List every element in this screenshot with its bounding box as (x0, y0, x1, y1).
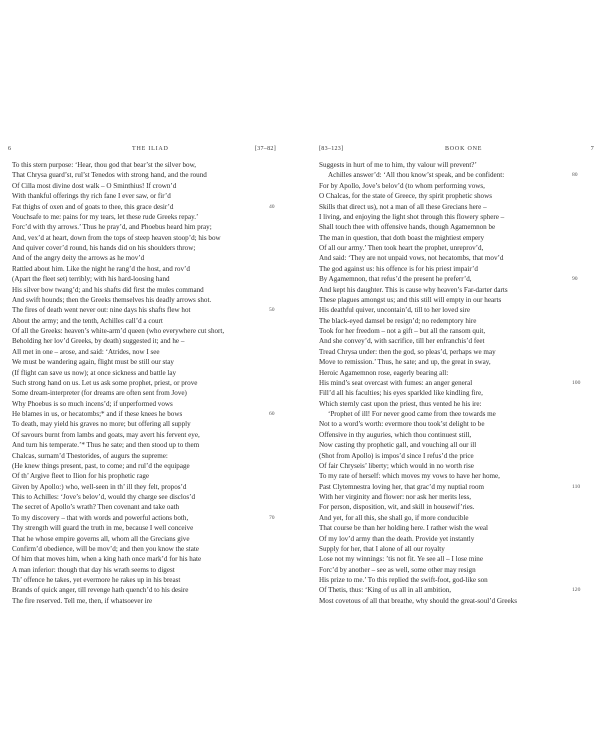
verse-line (319, 191, 594, 201)
verse-line (6, 285, 288, 295)
verse-line-text: To my rate of herself: which moves my vows to have her home, (319, 472, 500, 481)
verse-line-text: Of fair Chryseis’ liberty; which would in no worth rise (319, 461, 474, 470)
verse-line (6, 409, 288, 419)
verse-line-text: Forc’d with thy arrows.’ Thus he pray’d, and Phoebus heard him pray; (12, 223, 212, 232)
verse-line-text: With her virginity and flower: nor ask her merits less, (319, 493, 472, 501)
verse-line (319, 419, 594, 429)
verse-line (6, 440, 288, 450)
verse-line-text: Suggests in hurt of me to him, thy valour will prevent?’ (319, 161, 477, 169)
verse-line-text: His silver bow twang’d; and his shafts did first the mules command (12, 285, 204, 294)
line-number: 90 (572, 276, 578, 283)
verse-line-text: And of the angry deity the arrows as he mov’d (12, 254, 145, 263)
verse-line-text: He blames in us, or hecatombs;* and if these knees he bows (12, 410, 183, 418)
verse-line (319, 440, 594, 450)
verse-line (6, 336, 288, 346)
verse-line-text: Achilles answer’d: ‘All thou know’st speak, and be confident: (328, 171, 505, 180)
verse-line (319, 170, 594, 180)
verse-line-text: Of my lov’d army than the death. Provide yet instantly (319, 534, 475, 543)
verse-line-text: Forc’d by another – see as well, some other may resign (319, 565, 476, 574)
verse-line-text: And, vex’d at heart, down from the tops of steep heaven stoop’d; his bow (12, 233, 221, 242)
verse-line (6, 253, 288, 263)
verse-line-text: Offensive in thy auguries, which thou continuest still, (319, 430, 472, 439)
verse-line-text: Vouchsafe to me: pains for my tears, let these rude Greeks repay.’ (12, 212, 199, 221)
verse-line-text: Of him that moves him, when a king hath once mark’d for his hate (12, 555, 202, 564)
verse-line (6, 399, 288, 409)
verse-line-text: A man inferior: though that day his wrath seems to digest (12, 565, 175, 574)
left-page (6, 146, 288, 606)
line-number: 50 (269, 307, 275, 314)
verse-line-text: And said: ‘They are not unpaid vows, not hecatombs, that mov’d (319, 254, 504, 263)
verse-line-text: Of Cilla most divine dost walk – O Sminthius! If crown’d (12, 181, 177, 190)
verse-line (319, 326, 594, 336)
verse-line (319, 430, 594, 440)
verse-line-text: And kept his daughter. This is cause why heaven’s Far-darter darts (319, 285, 508, 294)
verse-line (319, 585, 594, 595)
verse-line-text: Brands of quick anger, till revenge hath quench’d to his desire (12, 586, 189, 595)
running-title: BOOK ONE (445, 146, 483, 152)
verse-line (6, 388, 288, 398)
verse-line (6, 544, 288, 554)
verse-line (319, 316, 594, 326)
verse-line (319, 513, 594, 523)
verse-line-text: Lose not my winnings: ’tis not fit. Ye see all – I lose mine (319, 555, 484, 564)
verse-line (319, 357, 594, 367)
verse-line-text: These plagues amongst us; and this still will empty in our hearts (319, 295, 502, 304)
verse-line-text: Took for her freedom – not a gift – but all the ransom quit, (319, 327, 486, 335)
verse-line-text: Of savours burnt from lambs and goats, may avert his fervent eye, (12, 430, 200, 439)
verse-line-text: That he whose empire governs all, whom all the Grecians give (12, 534, 190, 543)
verse-line-text: Such strong hand on us. Let us ask some prophet, priest, or prove (12, 378, 198, 387)
verse-line-text: And she convey’d, with sacrifice, till her enfranchis’d feet (319, 337, 485, 346)
verse-line (6, 596, 288, 606)
line-number: 120 (572, 587, 581, 594)
page-number: 6 (8, 146, 12, 152)
verse-line (6, 523, 288, 533)
verse-line (6, 513, 288, 523)
left-page-text (6, 160, 288, 606)
verse-line (6, 357, 288, 367)
verse-line (6, 191, 288, 201)
verse-line (319, 461, 594, 471)
verse-line (6, 170, 288, 180)
verse-line-text: (If flight can save us now); at once sickness and battle lay (12, 368, 177, 377)
verse-line (6, 502, 288, 512)
line-number: 110 (572, 483, 581, 490)
verse-line-text: His prize to me.’ To this replied the swift-foot, god-like son (319, 576, 488, 584)
right-page (319, 146, 594, 606)
verse-line-text: Beholding her lov’d Greeks, by death) suggested it; and he – (12, 337, 185, 346)
verse-line (6, 471, 288, 481)
verse-line-text: The god against us: his offence is for his priest impair’d (319, 264, 478, 273)
verse-line-text: Fat thighs of oxen and of goats to thee, this grace desir’d (12, 202, 174, 211)
verse-line-text: To my discovery – that with words and powerful actions both, (12, 513, 189, 522)
verse-line-text: The secret of Apollo’s wrath? Then covenant and take oath (12, 503, 180, 512)
verse-line-text: I living, and enjoying the light shot through this flowery sphere – (319, 212, 505, 221)
verse-line-text: Move to remission.’ Thus, he sate; and up, the great in sway, (319, 358, 491, 367)
verse-line (6, 212, 288, 222)
verse-line-text: (Shot from Apollo) is impos’d since I refus’d the price (319, 451, 474, 460)
verse-line-text: (He knew things present, past, to come; and rul’d the equipage (12, 461, 190, 470)
verse-line (6, 347, 288, 357)
verse-line (6, 181, 288, 191)
verse-line-text: Past Clytemnestra loving her, that grac’d my nuptial room (319, 482, 485, 491)
running-title: THE ILIAD (132, 146, 169, 152)
verse-line (6, 492, 288, 502)
verse-line (319, 285, 594, 295)
verse-line-text: Not to a word’s worth: evermore thou took’st delight to be (319, 420, 485, 429)
verse-line-text: Shall touch thee with offensive hands, though Agamemnon be (319, 223, 496, 232)
verse-line (6, 482, 288, 492)
verse-line (319, 482, 594, 492)
verse-line (319, 554, 594, 564)
verse-line-text: Supply for her, that I alone of all our royalty (319, 544, 445, 553)
verse-line (6, 575, 288, 585)
verse-line (6, 243, 288, 253)
verse-line (319, 233, 594, 243)
line-number: 100 (572, 379, 581, 386)
verse-line (319, 565, 594, 575)
verse-line (6, 585, 288, 595)
verse-line (319, 492, 594, 502)
verse-line-text: For by Apollo, Jove’s belov’d (to whom performing vows, (319, 181, 485, 190)
verse-line-text: Tread Chrysa under: then the god, so pleas’d, perhaps we may (319, 347, 496, 356)
verse-line-text: Some dream-interpreter (for dreams are often sent from Jove) (12, 389, 187, 398)
verse-line (6, 419, 288, 429)
verse-line (319, 212, 594, 222)
verse-line-text: And yet, for all this, she shall go, if more conducible (319, 513, 469, 522)
verse-line-text: Fill’d all his faculties; his eyes sparkled like kindling fire, (319, 389, 483, 398)
verse-line (6, 368, 288, 378)
verse-line (319, 523, 594, 533)
verse-line-text: The man in question, that doth boast the mightiest empery (319, 233, 485, 242)
verse-line-text: About the army; and the tenth, Achilles call’d a court (12, 316, 163, 325)
verse-line (319, 253, 594, 263)
verse-line-text: And turn his temperate.’* Thus he sate; and then stood up to them (12, 441, 200, 450)
verse-line (6, 222, 288, 232)
verse-line-text: The fires of death went never out: nine days his shafts flew hot (12, 306, 191, 315)
verse-line (319, 409, 594, 419)
line-range: [37–82] (254, 146, 276, 152)
page-number: 7 (590, 146, 594, 152)
verse-line-text: O Chalcas, for the state of Greece, thy spirit prophetic shows (319, 192, 492, 201)
verse-line (6, 534, 288, 544)
verse-line (6, 274, 288, 284)
verse-line-text: That course be than her holding here. I rather wish the weal (319, 524, 489, 533)
verse-line (6, 326, 288, 336)
verse-line (6, 461, 288, 471)
verse-line-text: And quiver cover’d round, his hands did on his shoulders throw; (12, 244, 196, 252)
line-number: 80 (572, 172, 578, 179)
right-page-header (319, 146, 594, 160)
verse-line (319, 378, 594, 388)
verse-line (6, 378, 288, 388)
verse-line (6, 565, 288, 575)
verse-line-text: The black-eyed damsel be resign’d; no redemptory hire (319, 316, 477, 325)
verse-line-text: With thankful offerings thy rich fane I ever saw, or fir’d (12, 192, 171, 201)
verse-line-text: Of all our army.’ Then took heart the prophet, unreprov’d, (319, 244, 484, 252)
verse-line (319, 502, 594, 512)
line-range: [83–123] (319, 146, 344, 152)
right-page-text (319, 160, 594, 606)
verse-line (319, 305, 594, 315)
line-number: 40 (269, 203, 275, 210)
verse-line-text: To death, may yield his graves no more; but offering all supply (12, 420, 191, 429)
verse-line-text: For person, disposition, wit, and skill in housewif’ries. (319, 503, 475, 512)
verse-line (319, 295, 594, 305)
verse-line-text: (Apart the fleet set) terribly; with his hard-loosing hand (12, 275, 170, 284)
verse-line (319, 575, 594, 585)
verse-line (6, 202, 288, 212)
verse-line (6, 233, 288, 243)
verse-line (319, 336, 594, 346)
verse-line-text: Chalcas, surnam’d Thestorides, of augurs the supreme: (12, 451, 168, 460)
verse-line (6, 305, 288, 315)
verse-line-text: Given by Apollo:) who, well-seen in th’ ill they felt, propos’d (12, 482, 187, 491)
verse-line (319, 264, 594, 274)
verse-line (319, 274, 594, 284)
verse-line (319, 222, 594, 232)
line-number: 70 (269, 514, 275, 521)
verse-line (319, 160, 594, 170)
verse-line-text: Why Phoebus is so much incens’d; if unperformed vows (12, 399, 173, 408)
verse-line (319, 368, 594, 378)
verse-line-text: And swift hounds; then the Greeks themselves his deadly arrows shot. (12, 295, 212, 304)
verse-line-text: Rattled about him. Like the night he rang’d the host, and rov’d (12, 264, 190, 273)
line-number: 60 (269, 411, 275, 417)
verse-line-text: Skills that direct us), not a man of all these Grecians here – (319, 202, 487, 211)
verse-line-text: This to Achilles: ‘Jove’s belov’d, would thy charge see disclos’d (12, 493, 196, 501)
verse-line (319, 388, 594, 398)
verse-line (6, 295, 288, 305)
verse-line (319, 544, 594, 554)
verse-line-text: Most covetous of all that breathe, why should the great-soul’d Greeks (319, 596, 517, 605)
verse-line (319, 451, 594, 461)
verse-line-text: Th’ offence he takes, yet evermore he rakes up in his breast (12, 576, 181, 584)
verse-line-text: Confirm’d obedience, will be mov’d; and then you know the state (12, 544, 199, 553)
verse-line (319, 534, 594, 544)
verse-line-text: Which sternly cast upon the priest, thus vented he his ire: (319, 399, 482, 408)
verse-line (6, 160, 288, 170)
verse-line (319, 399, 594, 409)
verse-line (319, 181, 594, 191)
verse-line (6, 554, 288, 564)
verse-line (319, 471, 594, 481)
verse-line-text: Now casting thy prophetic gall, and vouching all our ill (319, 441, 477, 450)
verse-line (319, 347, 594, 357)
verse-line (6, 430, 288, 440)
verse-line (319, 243, 594, 253)
verse-line (6, 316, 288, 326)
verse-line-text: Thy strength will guard the truth in me, because I well conceive (12, 524, 194, 533)
verse-line-text: Of th’ Argive fleet to Ilion for his prophetic rage (12, 472, 150, 481)
verse-line (6, 264, 288, 274)
verse-line (319, 202, 594, 212)
verse-line-text: We must be wandering again, flight must be still our stay (12, 358, 174, 367)
verse-line-text: The fire reserved. Tell me, then, if whatsoever ire (12, 596, 153, 605)
verse-line (319, 596, 594, 606)
left-page-header (6, 146, 288, 160)
verse-line-text: To this stern purpose: ‘Hear, thou god that bear’st the silver bow, (12, 161, 197, 169)
verse-line-text: Of Thetis, thus: ‘King of us all in all ambition, (319, 586, 452, 595)
verse-line (6, 451, 288, 461)
verse-line-text: By Agamemnon, that refus’d the present he preferr’d, (319, 275, 472, 284)
verse-line-text: That Chrysa guard’st, rul’st Tenedos with strong hand, and the round (12, 171, 207, 180)
verse-line-text: His deathful quiver, uncontain’d, till to her loved sire (319, 306, 471, 315)
verse-line-text: Of all the Greeks: heaven’s white-arm’d queen (who everywhere cut short, (12, 327, 225, 335)
verse-line-text: Heroic Agamemnon rose, eagerly bearing all: (319, 368, 449, 377)
verse-line-text: All met in one – arose, and said: ‘Atrides, now I see (12, 347, 160, 356)
verse-line-text: His mind’s seat overcast with fumes: an anger general (319, 378, 473, 387)
verse-line-text: ‘Prophet of ill! For never good came from thee towards me (328, 410, 496, 418)
